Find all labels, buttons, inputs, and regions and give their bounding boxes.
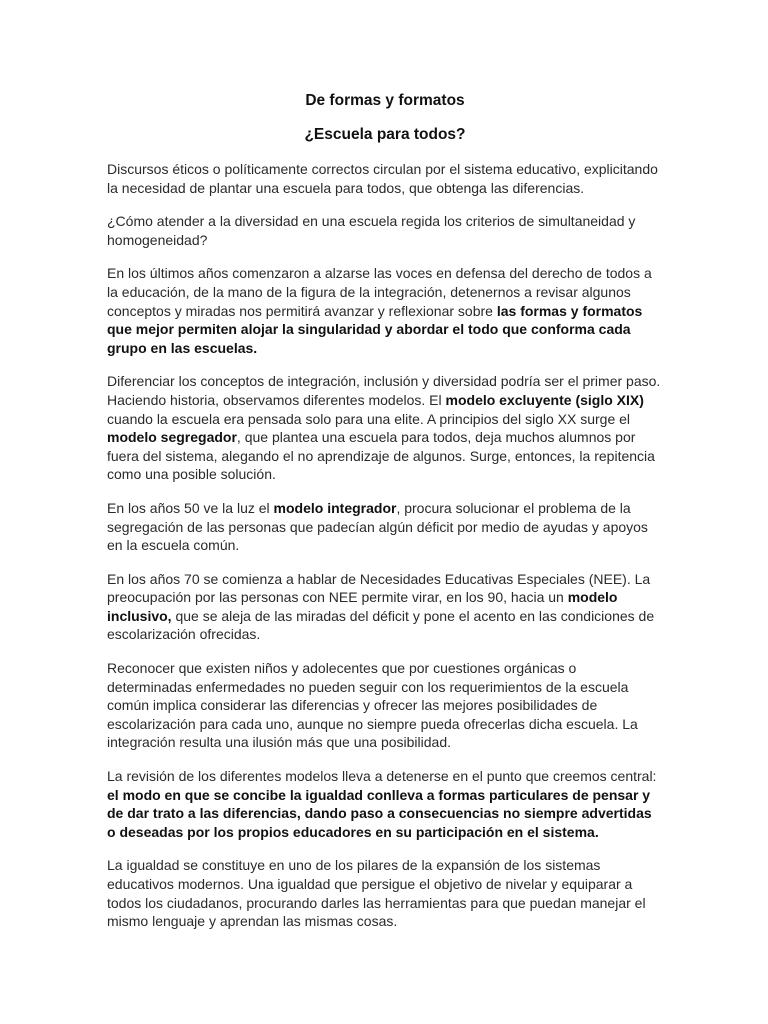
text-run: ¿Cómo atender a la diversidad en una escuela regida los criterios de simultaneidad y homogeneidad? [107,213,636,248]
paragraph [107,659,663,752]
text-run: La igualdad se constituye en uno de los pilares de la expansión de los sistemas educativos modernos. Una igualdad que persigue el objetivo de nivelar y equiparar a todos los ciudadanos, procurando darles las herramientas para que puedan manejar el mismo lenguaje y aprendan las mismas cosas. [107,857,646,930]
text-run: , procura solucionar el problema de la segregación de las personas que padecían algún déficit por medio de ayudas y apoyos en la escuela común. [107,499,648,554]
document-title: De formas y formatos [305,92,465,109]
text-run: , que plantea una escuela para todos, deja muchos alumnos por fuera del sistema, alegando el no aprendizaje de algunos. Surge, entonces, la repitencia como una posible solución. [107,429,655,483]
text-run: cuando la escuela era pensada solo para una elite. A principios del siglo XX surge el [107,410,631,427]
bold-text-run: modelo integrador [273,499,397,516]
paragraph [107,212,663,249]
text-run: En los últimos años comenzaron a alzarse las voces en defensa del derecho de todos a la educación, de la mano de la figura de la integración, detenernos a revisar algunos conceptos y miradas nos permitirá avanzar y reflexionar sobre [107,265,652,319]
text-run: En los años 50 ve la luz el [107,499,274,516]
paragraph [107,856,663,930]
paragraph [107,372,663,484]
paragraph [107,499,663,555]
text-run: Diferenciar los conceptos de integración, inclusión y diversidad podría ser el primer paso. Haciendo historia, observamos diferentes modelos. El [107,373,661,408]
document-subtitle: ¿Escuela para todos? [304,126,466,143]
paragraph [107,264,663,357]
text-run: En los años 70 se comienza a hablar de Necesidades Educativas Especiales (NEE). La preocupación por las personas con NEE permite virar, en los 90, hacia un [107,570,651,606]
bold-text-run: las formas y formatos que mejor permiten alojar la singularidad y abordar el todo que conforma cada grupo en las escuelas. [107,302,643,356]
document-page [107,92,663,946]
bold-text-run: modelo excluyente (siglo XIX) [445,391,644,408]
text-run: La revisión de los diferentes modelos lleva a detenerse en el punto que creemos central: [107,768,657,785]
bold-text-run: modelo inclusivo, [107,589,618,624]
text-run: Discursos éticos o políticamente correctos circulan por el sistema educativo, explicitando la necesidad de plantar una escuela para todos, que obtenga las diferencias. [107,161,658,196]
paragraph [107,160,663,197]
paragraph [107,570,663,644]
text-run: que se aleja de las miradas del déficit y pone el acento en las condiciones de escolarización ofrecidas. [107,607,655,643]
bold-text-run: modelo segregador [107,429,237,446]
bold-text-run: el modo en que se concibe la igualdad conlleva a formas particulares de pensar y de dar trato a las diferencias, dando paso a consecuencias no siempre advertidas o deseadas por los propios educadores en su participación en el sistema. [107,786,652,840]
paragraph [107,767,663,841]
document-body [107,160,663,931]
text-run: Reconocer que existen niños y adolecentes que por cuestiones orgánicas o determinadas enfermedades no pueden seguir con los requerimientos de la escuela común implica considerar las diferencias y ofrecer las mejores posibilidades de escolarización para cada uno, aunque no siempre pueda ofrecerlas dicha escuela. La integración resulta una ilusión más que una posibilidad. [107,660,638,751]
